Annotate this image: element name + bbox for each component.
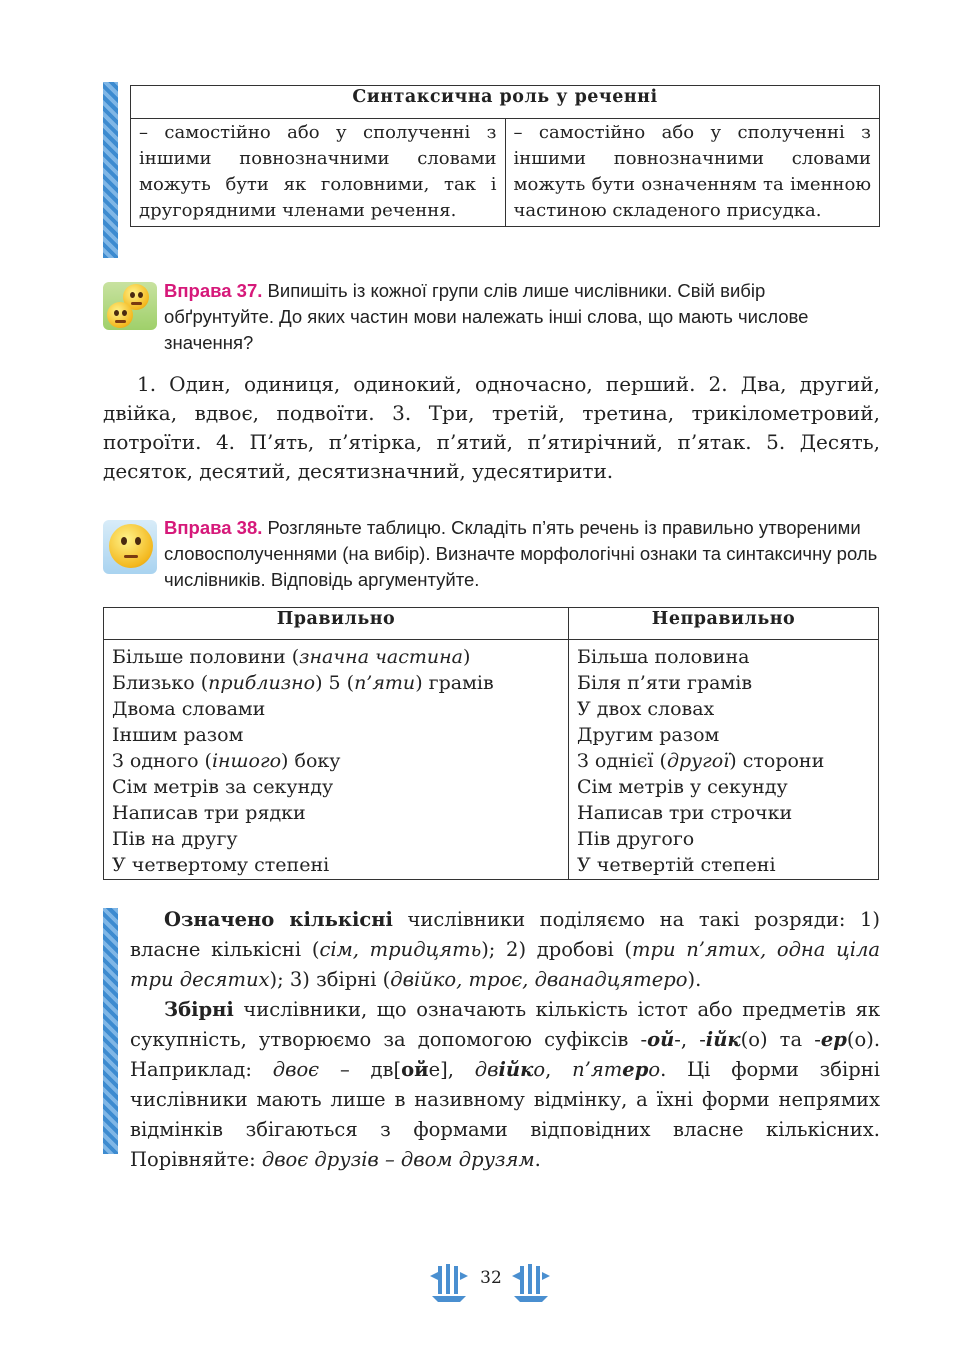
exercise-38-text: Розгляньте таблицю. Складіть п’ять речень із правильно утвореними словосполученнями (на вибір). Визначте морфологічні ознаки та синтаксичну роль числівників. Відповідь аргументуйте. (164, 517, 878, 590)
header-correct: Правильно (104, 608, 569, 640)
words-paragraph: 1. Один, одиниця, одинокий, одночасно, перший. 2. Два, другий, двійка, вдвоє, подвоїти. 3. Три, третій, третина, трикілометровий, потроїти. 4. П’ять, п’ятірка, п’ятий, п’ятирічний, п’ятак. 5. Десять, десяток, десятий, десятизначний, удесятирити. (103, 372, 880, 483)
incorrect-row: Біля п’яти грамів (577, 672, 753, 694)
exercise-38-label: Вправа 38. (164, 517, 263, 538)
exercise-37 (164, 278, 880, 356)
ornament-icon (430, 1262, 468, 1304)
smiley-icon (103, 282, 157, 330)
incorrect-row: Другим разом (577, 724, 720, 746)
exercise-37-label: Вправа 37. (164, 280, 263, 301)
thinking-smiley-icon (103, 520, 157, 574)
syntax-role-col1: – самостійно або у сполученні з іншими повнозначними словами можуть бути як головними, так і другорядними членами речення. (131, 119, 506, 227)
sidebar-decoration (103, 82, 118, 258)
correct-row: Більше половини (значна частина) (112, 646, 471, 668)
correct-row: Близько (приблизно) 5 (п’яти) грамів (112, 672, 494, 694)
incorrect-row: З однієї (другої) сторони (577, 750, 825, 772)
page-number: 32 (480, 1268, 502, 1288)
exercise-37-text: Випишіть із кожної групи слів лише числівники. Свій вибір обґрунтуйте. До яких частин мови належать інші слова, що мають числове значення? (164, 280, 809, 353)
rule-paragraph-1: Означено кількісні числівники поділяємо на такі розряди: 1) власне кількісні (сім, тридцять); 2) дробові (три п’ятих, одна ціла три десятих); 3) збірні (двійко, троє, дванадцятеро). (130, 908, 880, 991)
correct-row: Пів на другу (112, 828, 238, 850)
correct-column (104, 640, 569, 880)
usage-table (103, 607, 879, 880)
incorrect-row: Написав три строчки (577, 802, 793, 824)
correct-row: З одного (іншого) боку (112, 750, 341, 772)
header-incorrect: Неправильно (569, 608, 879, 640)
incorrect-row: У четвертій степені (577, 854, 776, 876)
sidebar-decoration (103, 908, 118, 1154)
incorrect-row: Сім метрів у секунду (577, 776, 788, 798)
incorrect-row: Більша половина (577, 646, 750, 668)
correct-row: У четвертому степені (112, 854, 330, 876)
rule-text (130, 905, 880, 1175)
exercise-38 (164, 515, 880, 593)
correct-row: Двома словами (112, 698, 266, 720)
syntax-role-table (130, 85, 880, 227)
page-footer (430, 1262, 550, 1312)
syntax-role-header: Синтаксична роль у реченні (131, 86, 880, 119)
correct-row: Сім метрів за секунду (112, 776, 334, 798)
rule-paragraph-2: Збірні числівники, що означають кількість істот або предметів як сукупність, утворюємо за допомогою суфіксів -ой-, -ійк(о) та -ер(о). Наприклад: двоє – дв[ойе], двійко, п’ятеро. Ці форми збірні числівники мають лише в називному відмінку, а їхні форми непрямих відмінків збігаються з формами відповідних власне кількісних. Порівняйте: двоє друзів – двом друзям. (130, 998, 881, 1171)
correct-row: Написав три рядки (112, 802, 306, 824)
incorrect-row: У двох словах (577, 698, 715, 720)
incorrect-column (569, 640, 879, 880)
ornament-icon (512, 1262, 550, 1304)
correct-row: Іншим разом (112, 724, 244, 746)
incorrect-row: Пів другого (577, 828, 695, 850)
syntax-role-col2: – самостійно або у сполученні з іншими повнозначними словами можуть бути означенням та іменною частиною складеного присудка. (505, 119, 880, 227)
